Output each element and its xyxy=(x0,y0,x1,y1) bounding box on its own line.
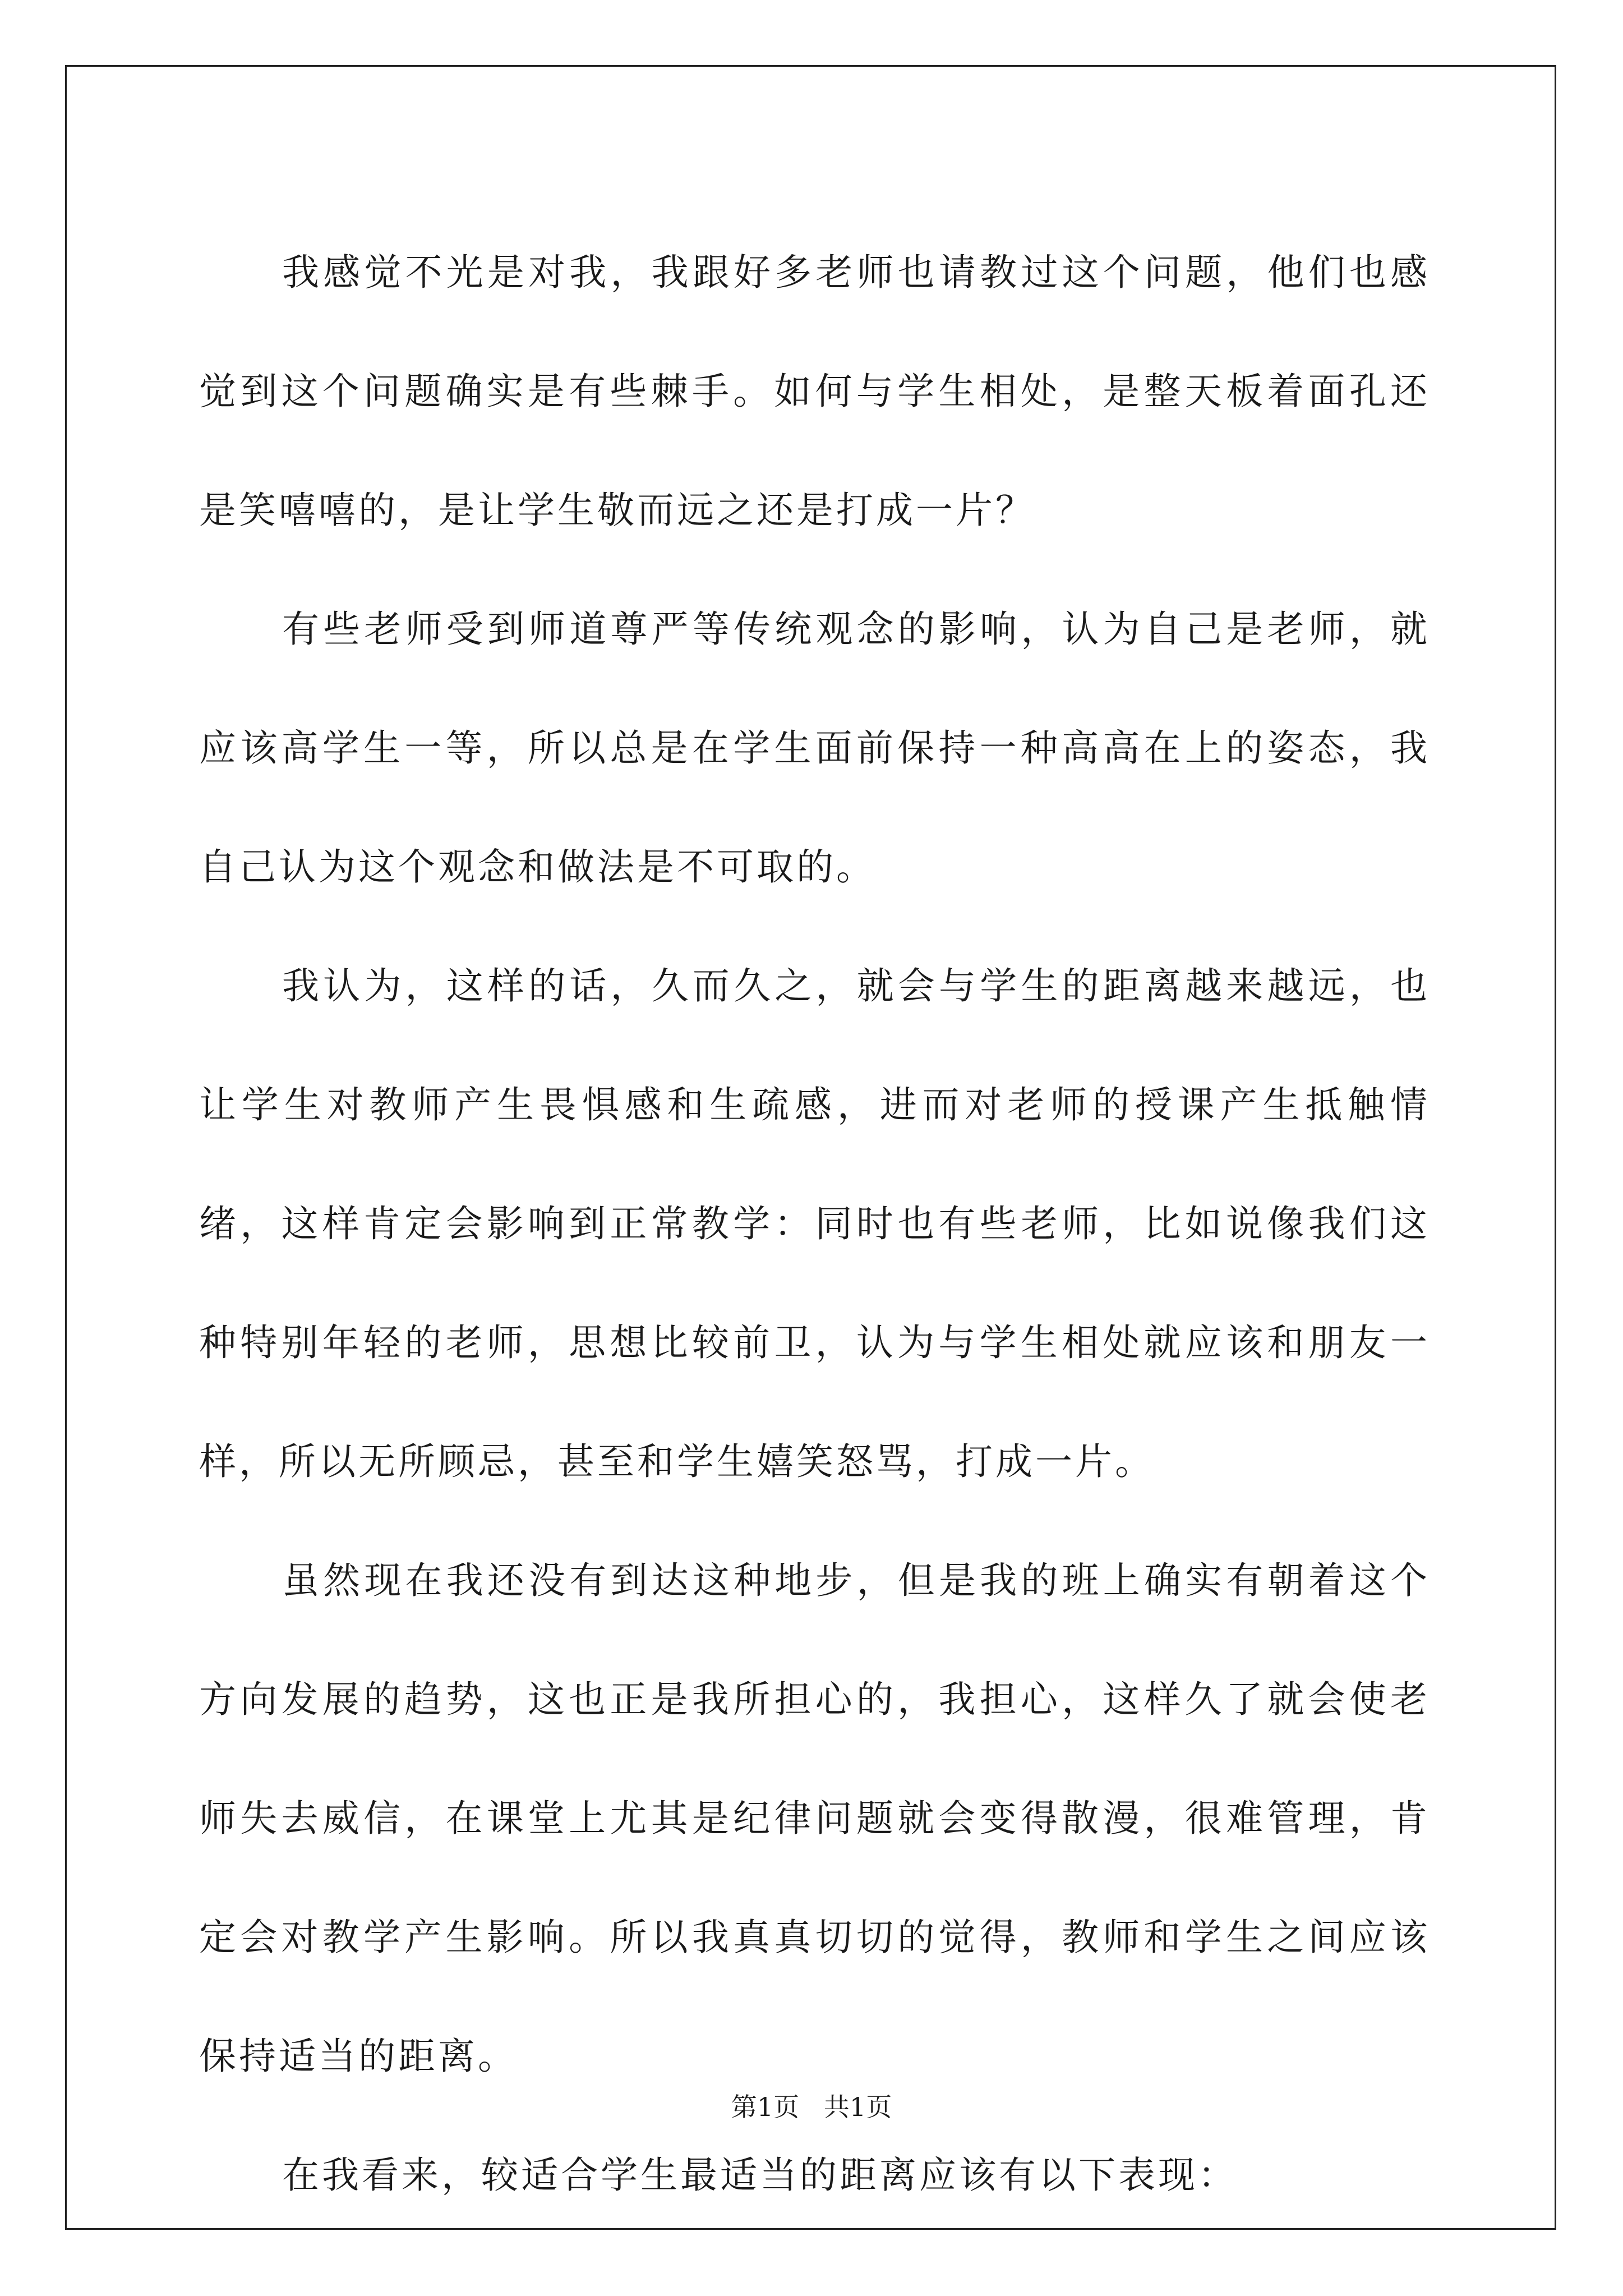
paragraph-5: 在我看来，较适合学生最适当的距离应该有以下表现： xyxy=(282,2154,1238,2197)
paragraph-1: 我感觉不光是对我，我跟好多老师也请教过这个问题，他们也感觉到这个问题确实是有些棘手。如何与学生相处，是整天板着面孔还是笑嘻嘻的，是让学生敬而远之还是打成一片？ xyxy=(199,251,1430,532)
page-footer: 第1页 共1页 xyxy=(731,2092,892,2122)
paragraph-4: 虽然现在我还没有到达这种地步，但是我的班上确实有朝着这个方向发展的趋势，这也正是我所担心的，我担心，这样久了就会使老师失去威信，在课堂上尤其是纪律问题就会变得散漫，很难管理，肯定会对教学产生影响。所以我真真切切的觉得，教师和学生之间应该保持适当的距离。 xyxy=(199,1559,1430,2078)
paragraph-3: 我认为，这样的话，久而久之，就会与学生的距离越来越远，也让学生对教师产生畏惧感和生疏感，进而对老师的授课产生抵触情绪，这样肯定会影响到正常教学：同时也有些老师，比如说像我们这种特别年轻的老师，思想比较前卫，认为与学生相处就应该和朋友一样，所以无所顾忌，甚至和学生嬉笑怒骂，打成一片。 xyxy=(199,964,1430,1483)
paragraph-2: 有些老师受到师道尊严等传统观念的影响，认为自己是老师，就应该高学生一等，所以总是在学生面前保持一种高高在上的姿态，我自己认为这个观念和做法是不可取的。 xyxy=(199,608,1430,889)
document-body xyxy=(199,213,1430,2235)
